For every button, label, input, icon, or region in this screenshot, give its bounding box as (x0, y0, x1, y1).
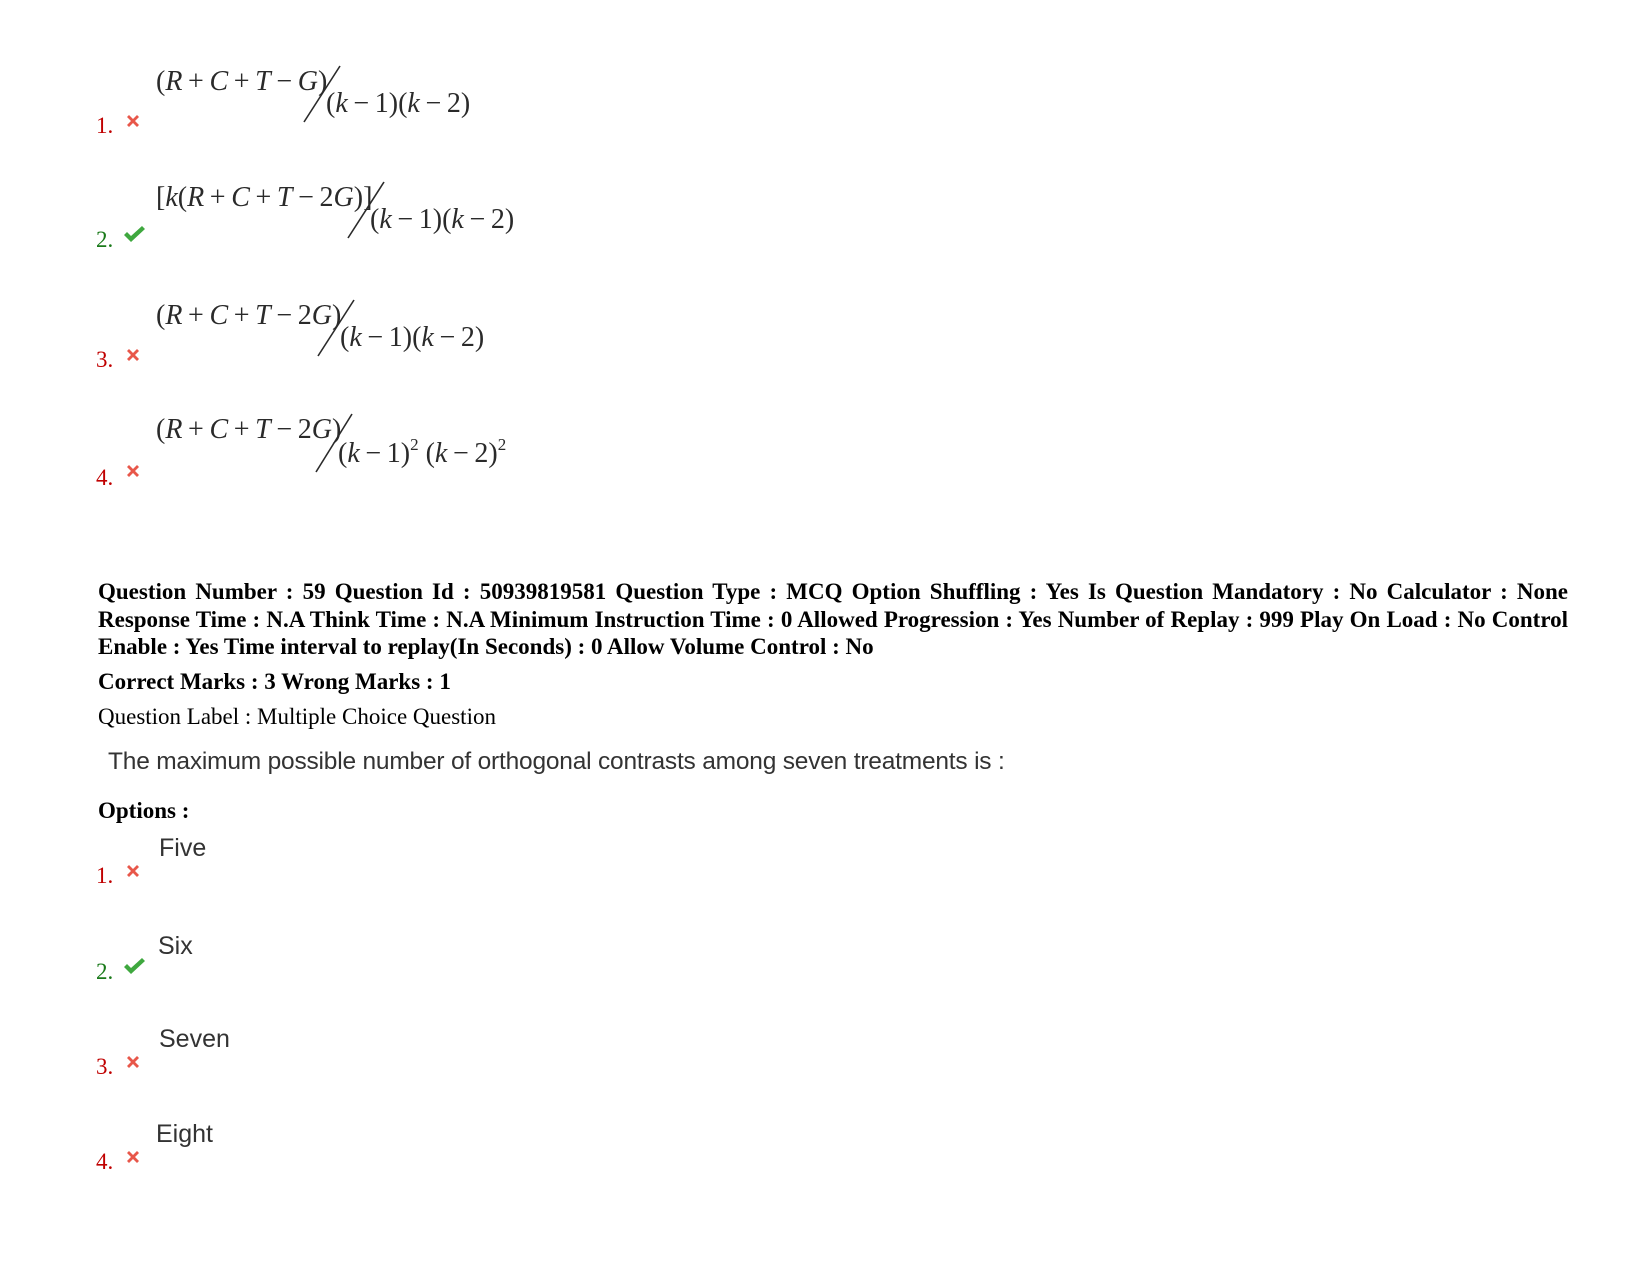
option-number: 1. (96, 113, 114, 138)
formula-numerator: (R + C + T − G) (156, 66, 328, 97)
option-text: Five (159, 834, 207, 862)
cross-icon (124, 346, 144, 366)
option-1 (96, 834, 1496, 914)
option-number: 3. (96, 347, 114, 372)
formula-numerator: (R + C + T − 2G) (156, 414, 342, 445)
cross-icon (124, 462, 144, 482)
question-text: The maximum possible number of orthogonal contrasts among seven treatments is : (108, 748, 1005, 775)
exponent: 2 (497, 435, 507, 454)
option-number: 2. (96, 227, 114, 252)
prev-option-1 (96, 62, 1496, 142)
prev-option-3 (96, 296, 1496, 376)
denominator-factor: (k − 2) (425, 438, 498, 469)
prev-option-4 (96, 410, 1496, 490)
option-number: 4. (96, 465, 114, 490)
cross-icon (124, 112, 144, 132)
option-number: 1. (96, 863, 114, 888)
formula-denominator: (k − 1)(k − 2) (370, 204, 515, 235)
formula-numerator: [k(R + C + T − 2G)] (156, 182, 373, 213)
formula-numerator: (R + C + T − 2G) (156, 300, 342, 331)
exponent: 2 (410, 435, 419, 454)
question-label: Question Label : Multiple Choice Question (98, 704, 496, 729)
option-number: 3. (96, 1054, 114, 1079)
option-text: Six (158, 932, 193, 960)
option-number: 2. (96, 959, 114, 984)
option-text: Eight (156, 1120, 213, 1148)
options-heading: Options : (98, 798, 190, 823)
option-4 (96, 1120, 1496, 1200)
option-number: 4. (96, 1149, 114, 1174)
cross-icon (124, 1148, 144, 1168)
option-text: Seven (159, 1025, 230, 1053)
formula-denominator (338, 435, 507, 470)
option-2 (96, 932, 1496, 1012)
denominator-factor: (k − 1) (338, 438, 411, 469)
prev-option-2 (96, 178, 1496, 258)
check-icon (122, 956, 142, 976)
cross-icon (124, 1053, 144, 1073)
cross-icon (124, 862, 144, 882)
option-3 (96, 1025, 1496, 1105)
question-marks: Correct Marks : 3 Wrong Marks : 1 (98, 669, 451, 694)
check-icon (122, 224, 142, 244)
question-metadata: Question Number : 59 Question Id : 50939819581 Question Type : MCQ Option Shuffling : Yes Is Question Mandatory : No Calculator : None Response Time : N.A Think Time : N.A Minimum Instruction Time : 0 Allowed Progression : Yes Number of Replay : 999 Play On Load : No Control Enable : Yes Time interval to replay(In Seconds) : 0 Allow Volume Control : No (98, 579, 1568, 659)
formula-denominator: (k − 1)(k − 2) (340, 322, 485, 353)
formula-denominator: (k − 1)(k − 2) (326, 88, 471, 119)
